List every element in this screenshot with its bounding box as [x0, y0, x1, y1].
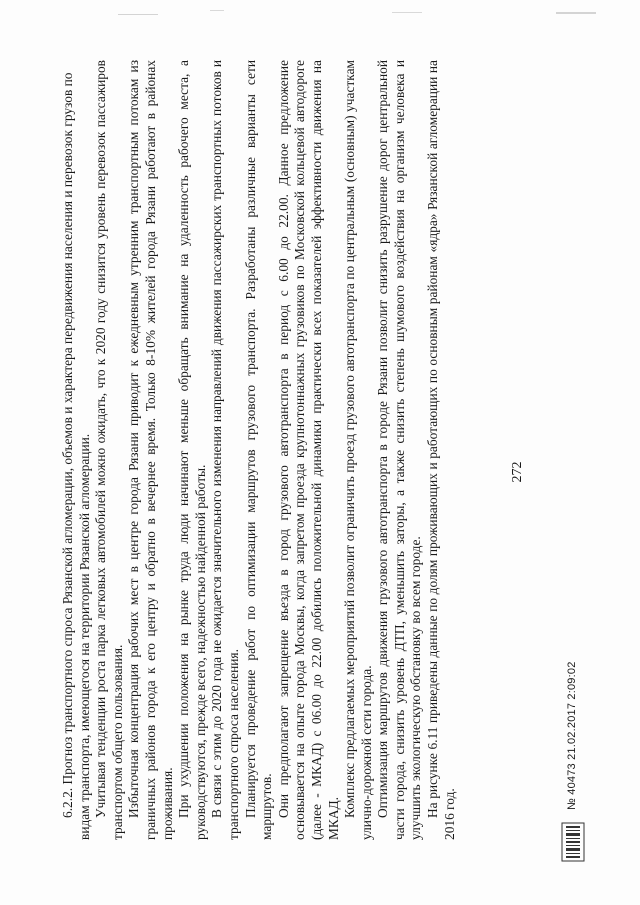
paragraph: При ухудшении положения на рынке труда люди начинают меньше обращать внимание на удаленность рабочего места, а руководствуются, прежде всего, надежностью найденной работы. [176, 60, 208, 840]
document-registration-code: № 40473 21.02.2017 2:09:02 [566, 661, 578, 810]
scan-speck [210, 10, 224, 11]
rotated-content [40, 42, 600, 862]
paragraph: На рисунке 6.11 приведены данные по долям проживающих и работающих по основным районам «ядра» Рязанской агломерации на 2016 год. [425, 60, 457, 840]
paragraph: Избыточная концентрация рабочих мест в центре города Рязани приводит к ежедневным утренним транспортным потокам из граничных районов города к его центру и обратно в вечернее время. Только 8-10% жителей города Рязани работают в районах проживания. [126, 60, 175, 840]
paragraph: В связи с этим до 2020 года не ожидается значительного изменения направлений движения пассажирских транспортных потоков и транспортного спроса населения. [209, 60, 241, 840]
barcode-stamp-icon [558, 822, 588, 862]
scan-speck [118, 14, 158, 15]
paragraph: Они предполагают запрещение въезда в город грузового автотранспорта в период с 6.00 до 22.00. Данное предложение основывается на опыте города Москвы, когда запретом проезда крупнотоннажных грузовиков по Московской кольцевой автодороге (далее - МКАД) с 06.00 до 22.00 добились положительной динамики практически всех показателей эффективности движения на МКАД. [275, 60, 341, 840]
section-heading: 6.2.2. Прогноз транспортного спроса Рязанской агломерации, объемов и характера передвижения населения и перевозок грузов по видам транспорта, имеющегося на территории Рязанской агломерации. [60, 72, 92, 840]
paragraph: Оптимизация маршрутов движения грузового автотранспорта в городе Рязани позволит снизить разрушение дорог центральной части города, снизить уровень ДТП, уменьшить заторы, а также снизить степень шумового воздействия на организм человека и улучшить экологическую обстановку во всем городе. [375, 60, 424, 840]
page-number: 272 [510, 461, 525, 483]
paragraph: Комплекс предлагаемых мероприятий позволит ограничить проезд грузового автотранспорта по центральным (основным) участкам улично-дорожной сети города. [342, 60, 374, 840]
document-body [60, 60, 458, 840]
scan-speck [392, 12, 422, 13]
document-footer [556, 82, 592, 862]
paragraph: Планируется проведение работ по оптимизации маршрутов грузового транспорта. Разработаны различные варианты сети маршрутов. [242, 60, 275, 840]
paragraph: Учитывая тенденции роста парка легковых автомобилей можно ожидать, что к 2020 году снизится уровень перевозок пассажиров транспортом общего пользования. [93, 60, 125, 840]
scan-speck [556, 12, 596, 14]
